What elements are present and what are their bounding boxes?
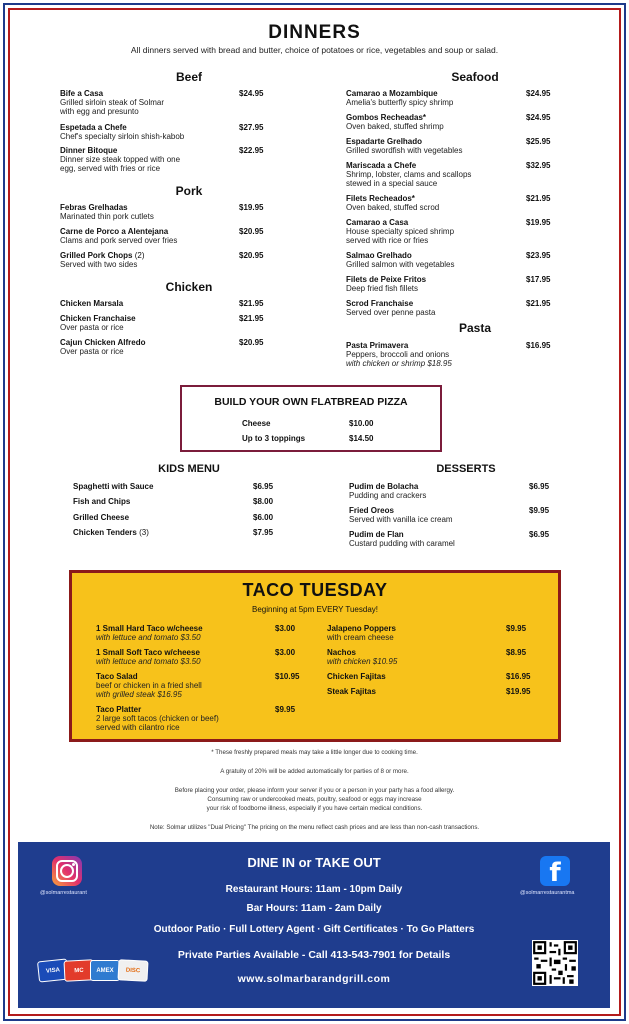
item-price: $20.95 [239, 227, 264, 236]
item-price: $16.95 [526, 341, 551, 350]
item-price: $32.95 [526, 161, 551, 170]
item-name: Scrod Franchaise [346, 299, 414, 308]
item-desc: Pudding and crackers [349, 491, 427, 500]
item-desc: with egg and presunto [60, 107, 139, 116]
item-desc: with chicken $10.95 [327, 657, 398, 666]
item-name: Taco Salad [96, 672, 138, 681]
menu-item [346, 137, 463, 155]
item-price: $9.95 [529, 506, 550, 515]
menu-item [349, 482, 426, 500]
item-price: $21.95 [239, 314, 264, 323]
menu-item [346, 341, 452, 368]
item-name: Pudim de Bolacha [349, 482, 419, 491]
pork-heading: Pork [175, 184, 203, 198]
item-desc: Grilled salmon with vegetables [346, 260, 455, 269]
item-desc: Oven baked, stuffed shrimp [346, 122, 444, 131]
note-cooking-time: * These freshly prepared meals may take a little longer due to cooking time. [211, 749, 418, 756]
features-line: Outdoor Patio · Full Lottery Agent · Gift Certificates · To Go Platters [153, 924, 475, 935]
item-name: Chicken Franchaise [60, 314, 136, 323]
desserts-heading: DESSERTS [436, 463, 496, 475]
item-price: $19.95 [506, 687, 531, 696]
item-desc: Grilled swordfish with vegetables [346, 146, 463, 155]
item-desc: Oven baked, stuffed scrod [346, 203, 440, 212]
menu-item [60, 203, 154, 221]
menu-item [60, 251, 144, 269]
item-price: $21.95 [526, 299, 551, 308]
item-name: Nachos [327, 648, 356, 657]
pizza-box [180, 385, 442, 452]
item-price: $24.95 [526, 89, 551, 98]
item-name: Chicken Marsala [60, 299, 124, 308]
item-name: Chicken Tenders [73, 528, 137, 537]
kids-heading: KIDS MENU [158, 463, 220, 475]
item-desc: Marinated thin pork cutlets [60, 212, 154, 221]
item-name: Salmao Grelhado [346, 251, 412, 260]
pizza-price: $10.00 [349, 419, 374, 428]
menu-item [73, 482, 153, 491]
item-price: $20.95 [239, 251, 264, 260]
mastercard-icon: MC [63, 959, 94, 982]
beef-heading: Beef [175, 70, 202, 84]
item-name: Cajun Chicken Alfredo [60, 338, 146, 347]
item-name: Filets Recheados* [346, 194, 415, 203]
item-desc: Amelia's butterfly spicy shrimp [346, 98, 454, 107]
item-price: $6.95 [253, 482, 274, 491]
item-price: $24.95 [526, 113, 551, 122]
item-name: 1 Small Soft Taco w/cheese [96, 648, 200, 657]
item-desc: Peppers, broccoli and onions [346, 350, 450, 359]
item-count: (3) [139, 528, 149, 537]
item-desc: Clams and pork served over fries [60, 236, 178, 245]
item-name: Mariscada a Chefe [346, 161, 417, 170]
note-illness: your risk of foodborne illness, especially if you have certain medical conditions. [206, 805, 423, 812]
item-price: $9.95 [506, 624, 527, 633]
item-price: $6.95 [529, 530, 550, 539]
pasta-heading: Pasta [458, 321, 492, 335]
menu-item [60, 89, 164, 116]
menu-item [346, 161, 471, 188]
item-price: $20.95 [239, 338, 264, 347]
menu-item [96, 624, 203, 642]
item-desc: Over pasta or rice [60, 347, 124, 356]
menu-item [346, 275, 426, 293]
item-desc: Deep fried fish fillets [346, 284, 419, 293]
note-raw-food: Consuming raw or undercooked meats, poultry, seafood or eggs may increase [207, 796, 422, 803]
item-price: $10.95 [275, 672, 300, 681]
item-name: Steak Fajitas [327, 687, 376, 696]
menu-item [60, 227, 177, 245]
item-name: Grilled Cheese [73, 513, 130, 522]
pizza-title: BUILD YOUR OWN FLATBREAD PIZZA [214, 396, 408, 408]
taco-tuesday-box [69, 570, 561, 742]
item-price: $6.95 [529, 482, 550, 491]
item-price: $24.95 [239, 89, 264, 98]
item-price: $25.95 [526, 137, 551, 146]
item-desc: Shrimp, lobster, clams and scallops [346, 170, 472, 179]
item-price: $27.95 [239, 123, 264, 132]
instagram-handle[interactable]: @solmarrestaurant [40, 890, 87, 896]
taco-subtitle: Beginning at 5pm EVERY Tuesday! [251, 605, 378, 614]
item-desc: with lettuce and tomato $3.50 [96, 633, 201, 642]
menu-item [96, 648, 201, 666]
menu-item [327, 672, 386, 681]
menu-item [60, 146, 180, 173]
menu-item [349, 506, 453, 524]
item-desc: 2 large soft tacos (chicken or beef) [96, 714, 219, 723]
menu-item [60, 123, 184, 141]
menu-item [60, 299, 123, 308]
item-name: Spaghetti with Sauce [73, 482, 154, 491]
item-desc: Custard pudding with caramel [349, 539, 455, 548]
page-title: DINNERS [268, 22, 361, 43]
menu-item [96, 672, 202, 699]
menu-item [73, 513, 129, 522]
item-price: $17.95 [526, 275, 551, 284]
website-link[interactable]: www.solmarbarandgrill.com [237, 973, 391, 985]
item-name: 1 Small Hard Taco w/cheese [96, 624, 203, 633]
item-desc: with cream cheese [327, 633, 394, 642]
item-desc: Dinner size steak topped with one [60, 155, 181, 164]
item-count: (2) [134, 251, 145, 260]
item-price: $6.00 [253, 513, 274, 522]
item-name: Camarao a Mozambique [346, 89, 438, 98]
item-name: Jalapeno Poppers [327, 624, 396, 633]
item-desc: Served with two sides [60, 260, 138, 269]
menu-item [346, 218, 454, 245]
item-price: $8.00 [253, 497, 274, 506]
item-desc: served with rice or fries [346, 236, 429, 245]
item-desc: with lettuce and tomato $3.50 [96, 657, 201, 666]
item-desc: Served with vanilla ice cream [349, 515, 453, 524]
item-desc: with chicken or shrimp $18.95 [346, 359, 452, 368]
facebook-icon[interactable]: f [540, 856, 570, 886]
item-desc: beef or chicken in a fried shell [96, 681, 202, 690]
menu-item [73, 528, 149, 537]
item-price: $3.00 [275, 624, 296, 633]
note-dual-pricing: Note: Solmar utilizes "Dual Pricing" The pricing on the menu reflect cash prices and are less than non-cash transactions. [149, 824, 480, 831]
item-name: Fried Oreos [349, 506, 394, 515]
page-subtitle: All dinners served with bread and butter, choice of potatoes or rice, vegetables and soup or salad. [130, 45, 499, 55]
item-name: Chicken Fajitas [327, 672, 386, 681]
menu-item [346, 251, 455, 269]
item-price: $3.00 [275, 648, 296, 657]
bar-hours: Bar Hours: 11am - 2am Daily [246, 903, 382, 914]
menu-item [73, 497, 130, 506]
menu-item [327, 624, 396, 642]
item-name: Espetada a Chefe [60, 123, 127, 132]
item-desc: Over pasta or rice [60, 323, 124, 332]
chicken-heading: Chicken [165, 280, 213, 294]
pizza-price: $14.50 [349, 434, 374, 443]
amex-card-icon: AMEX [90, 960, 120, 981]
pizza-label: Cheese [242, 419, 271, 428]
item-desc: with grilled steak $16.95 [96, 690, 182, 699]
item-name: Pasta Primavera [346, 341, 409, 350]
item-name: Filets de Peixe Fritos [346, 275, 427, 284]
payment-cards [38, 960, 166, 988]
note-gratuity: A gratuity of 20% will be added automatically for parties of 8 or more. [220, 768, 409, 775]
item-desc: stewed in a special sauce [346, 179, 438, 188]
item-name: Fish and Chips [73, 497, 131, 506]
menu-item [349, 530, 455, 548]
item-desc: egg, served with fries or rice [60, 164, 161, 173]
menu-item [346, 113, 444, 131]
menu-item [346, 299, 435, 317]
item-name: Pudim de Flan [349, 530, 404, 539]
item-desc: House specialty spiced shrimp [346, 227, 455, 236]
item-name: Febras Grelhadas [60, 203, 128, 212]
item-price: $21.95 [526, 194, 551, 203]
item-price: $22.95 [239, 146, 264, 155]
seafood-heading: Seafood [451, 70, 499, 84]
item-name: Camarao a Casa [346, 218, 409, 227]
private-parties: Private Parties Available - Call 413-543-7901 for Details [177, 949, 451, 961]
item-name: Carne de Porco a Alentejana [60, 227, 169, 236]
item-name: Dinner Bitoque [60, 146, 118, 155]
menu-item [327, 687, 376, 696]
menu-item [327, 648, 397, 666]
item-price: $9.95 [275, 705, 296, 714]
menu-item [346, 89, 453, 107]
item-desc: Chef's specialty sirloin shish-kabob [60, 132, 185, 141]
item-price: $21.95 [239, 299, 264, 308]
restaurant-hours: Restaurant Hours: 11am - 10pm Daily [225, 884, 403, 895]
menu-item [346, 194, 439, 212]
item-price: $23.95 [526, 251, 551, 260]
item-price: $7.95 [253, 528, 274, 537]
item-name: Bife a Casa [60, 89, 104, 98]
qr-code-icon[interactable] [532, 940, 578, 986]
discover-card-icon: DISC [117, 959, 148, 982]
item-price: $19.95 [239, 203, 264, 212]
item-name: Grilled Pork Chops [60, 251, 133, 260]
item-name: Taco Platter [96, 705, 142, 714]
item-name: Gombos Recheadas* [346, 113, 427, 122]
item-price: $16.95 [506, 672, 531, 681]
item-desc: served with cilantro rice [96, 723, 180, 732]
footer-title: DINE IN or TAKE OUT [247, 855, 381, 870]
menu-item [96, 705, 219, 732]
item-desc: Served over penne pasta [346, 308, 436, 317]
item-desc: Grilled sirloin steak of Solmar [60, 98, 165, 107]
facebook-handle[interactable]: @solmarrestaurantma [520, 890, 575, 896]
footer-panel [18, 842, 610, 1008]
menu-item [60, 314, 136, 332]
pizza-label: Up to 3 toppings [242, 434, 306, 443]
note-allergy: Before placing your order, please inform your server if you or a person in your party has a food allergy. [174, 787, 455, 794]
taco-title: TACO TUESDAY [242, 580, 388, 600]
item-name: Espadarte Grelhado [346, 137, 423, 146]
menu-item [60, 338, 146, 356]
item-price: $19.95 [526, 218, 551, 227]
item-price: $8.95 [506, 648, 527, 657]
visa-card-icon: VISA [37, 958, 69, 982]
